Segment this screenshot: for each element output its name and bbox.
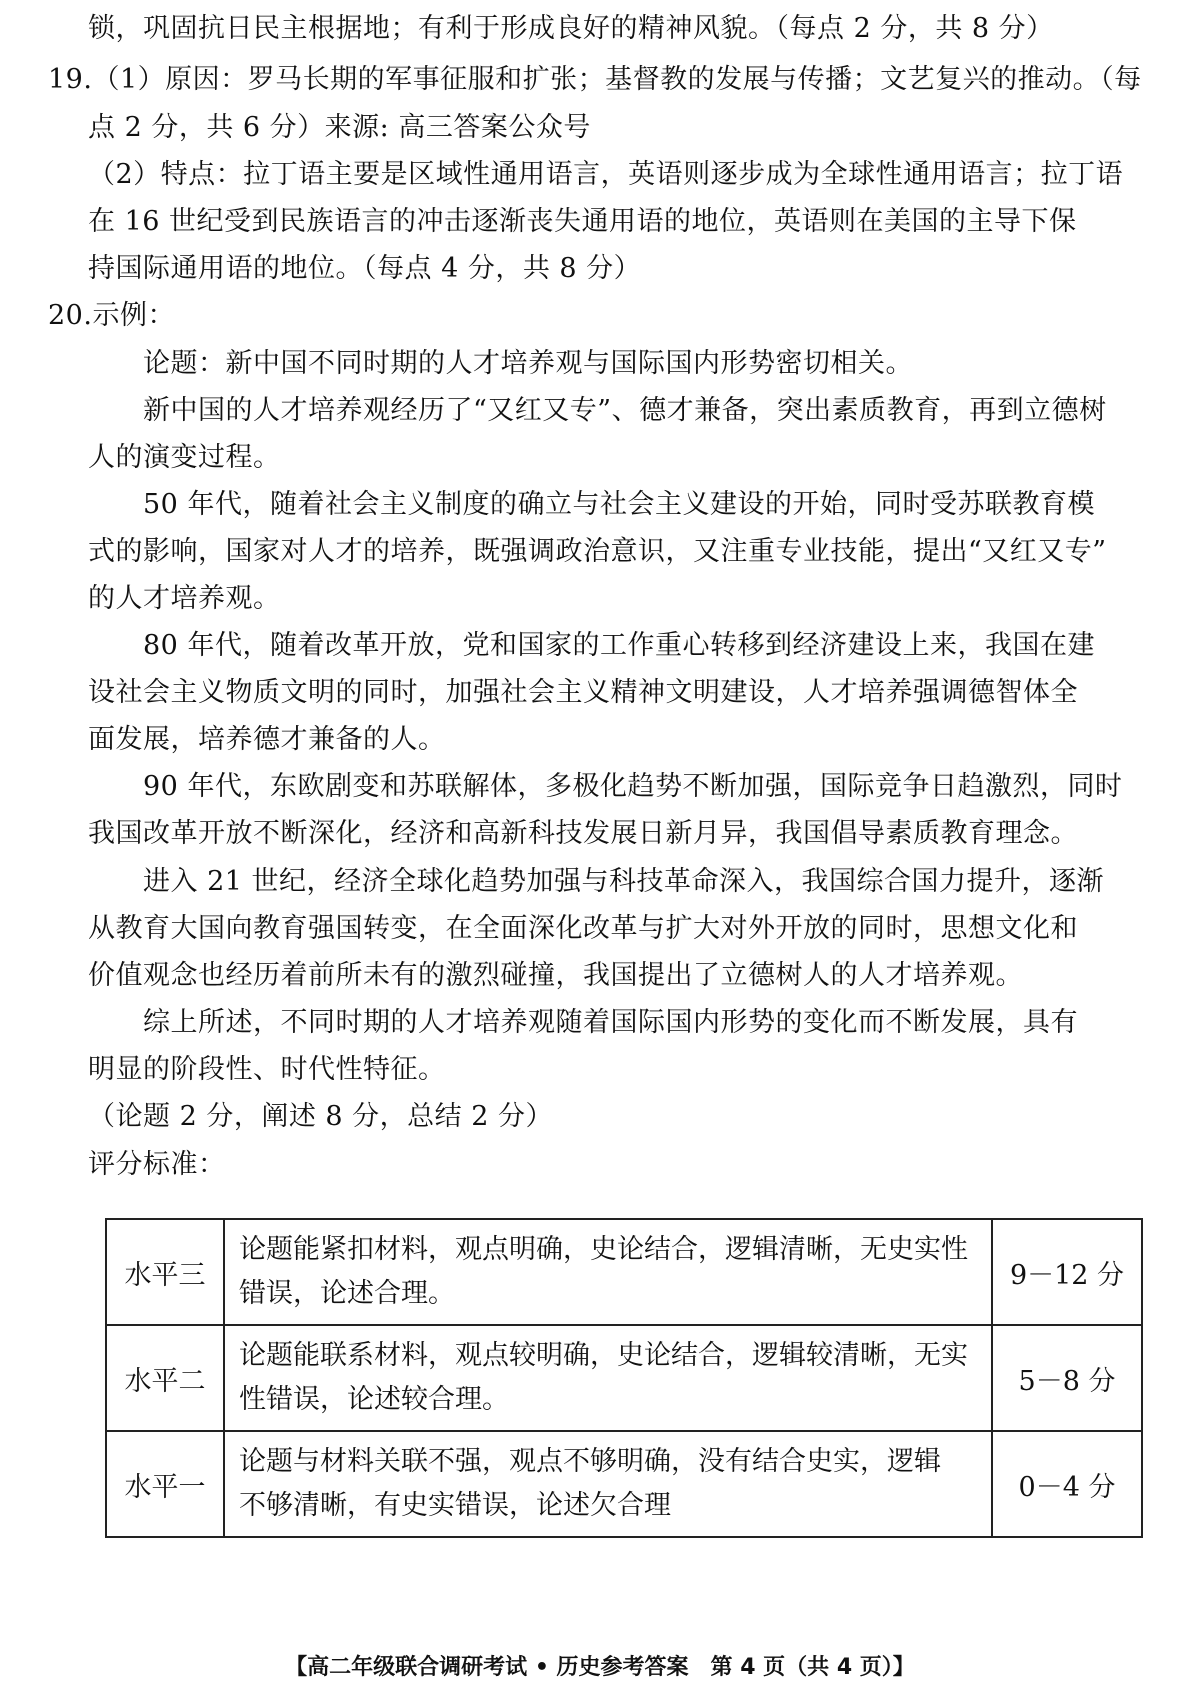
text-line: 面发展，培养德才兼备的人。 [88, 724, 446, 755]
text-line: 90 年代，东欧剧变和苏联解体，多极化趋势不断加强，国际竞争日趋激烈，同时 [143, 771, 1123, 802]
rubric-description-line: 性错误，论述较合理。 [239, 1384, 509, 1415]
rubric-level: 水平三 [106, 1219, 224, 1325]
text-line: 新中国的人才培养观经历了“又红又专”、德才兼备，突出素质教育，再到立德树 [143, 395, 1107, 426]
rubric-description-line: 不够清晰，有史实错误，论述欠合理 [239, 1490, 671, 1521]
text-line: 锁，巩固抗日民主根据地；有利于形成良好的精神风貌。（每点 2 分，共 8 分） [88, 13, 1054, 44]
text-line: 的人才培养观。 [88, 583, 281, 614]
text-line: 式的影响，国家对人才的培养，既强调政治意识，又注重专业技能，提出“又红又专” [88, 536, 1107, 567]
text-line: （论题 2 分，阐述 8 分，总结 2 分） [88, 1101, 554, 1132]
rubric-heading: 评分标准： [88, 1149, 226, 1180]
rubric-score: 9－12 分 [992, 1219, 1142, 1325]
text-line: 80 年代，随着改革开放，党和国家的工作重心转移到经济建设上来，我国在建 [143, 630, 1095, 661]
question-20-heading: 20.示例： [48, 300, 175, 331]
rubric-description-line: 论题与材料关联不强，观点不够明确，没有结合史实，逻辑 [239, 1446, 941, 1477]
text-line: 价值观念也经历着前所未有的激烈碰撞，我国提出了立德树人的人才培养观。 [88, 960, 1023, 991]
text-line: 点 2 分，共 6 分）来源: 高三答案公众号 [88, 112, 591, 143]
text-line: 综上所述，不同时期的人才培养观随着国际国内形势的变化而不断发展，具有 [143, 1007, 1078, 1038]
rubric-level: 水平一 [106, 1431, 224, 1537]
scoring-rubric-table [105, 1218, 1143, 1538]
rubric-description [224, 1219, 992, 1325]
rubric-description-line: 错误，论述合理。 [239, 1278, 455, 1309]
rubric-score: 0－4 分 [992, 1431, 1142, 1537]
page-footer: 【高二年级联合调研考试 • 历史参考答案 第 4 页（共 4 页）】 [285, 1655, 915, 1680]
text-line: 从教育大国向教育强国转变，在全面深化改革与扩大对外开放的同时，思想文化和 [88, 913, 1078, 944]
table-row [106, 1325, 1142, 1431]
rubric-description-line: 论题能紧扣材料，观点明确，史论结合，逻辑清晰，无史实性 [239, 1234, 968, 1265]
rubric-description-line: 论题能联系材料，观点较明确，史论结合，逻辑较清晰，无实 [239, 1340, 968, 1371]
text-line: 我国改革开放不断深化，经济和高新科技发展日新月异，我国倡导素质教育理念。 [88, 818, 1078, 849]
text-line: 论题：新中国不同时期的人才培养观与国际国内形势密切相关。 [143, 348, 913, 379]
question-19-heading: 19.（1）原因：罗马长期的军事征服和扩张；基督教的发展与传播；文艺复兴的推动。（每 [48, 64, 1142, 95]
text-line: 进入 21 世纪，经济全球化趋势加强与科技革命深入，我国综合国力提升，逐渐 [143, 866, 1105, 897]
text-line: 50 年代，随着社会主义制度的确立与社会主义建设的开始，同时受苏联教育模 [143, 489, 1095, 520]
table-row [106, 1219, 1142, 1325]
rubric-description [224, 1325, 992, 1431]
text-line: 在 16 世纪受到民族语言的冲击逐渐丧失通用语的地位，英语则在美国的主导下保 [88, 206, 1077, 237]
text-line: （2）特点：拉丁语主要是区域性通用语言，英语则逐步成为全球性通用语言；拉丁语 [88, 159, 1124, 190]
text-line: 持国际通用语的地位。（每点 4 分，共 8 分） [88, 253, 642, 284]
rubric-score: 5－8 分 [992, 1325, 1142, 1431]
text-line: 人的演变过程。 [88, 442, 281, 473]
text-line: 明显的阶段性、时代性特征。 [88, 1054, 446, 1085]
rubric-description [224, 1431, 992, 1537]
text-line: 设社会主义物质文明的同时，加强社会主义精神文明建设，人才培养强调德智体全 [88, 677, 1078, 708]
rubric-level: 水平二 [106, 1325, 224, 1431]
table-row [106, 1431, 1142, 1537]
